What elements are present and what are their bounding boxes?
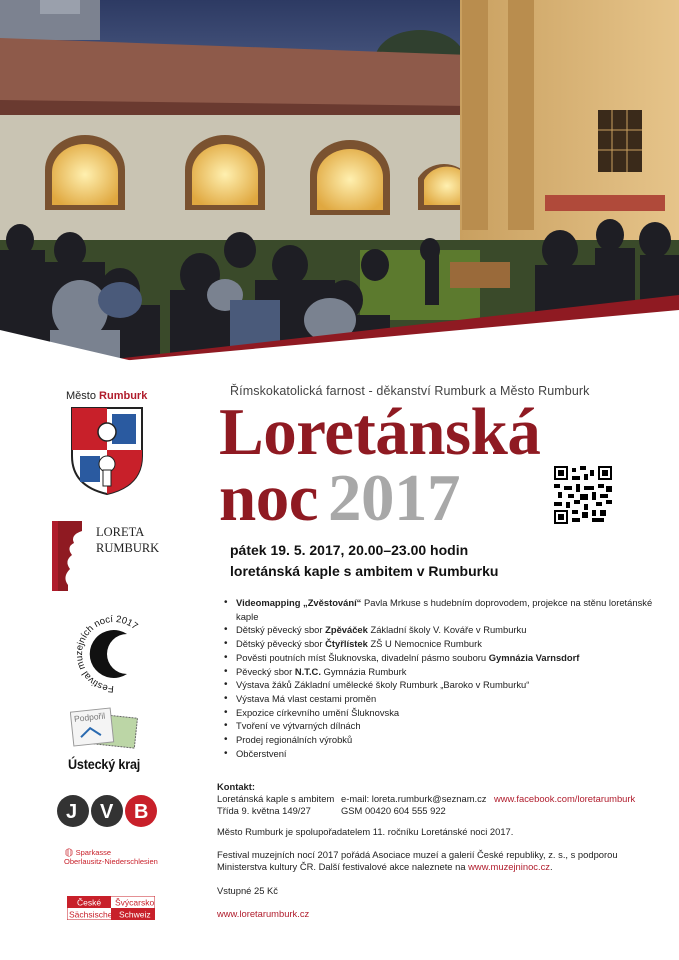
program-item-bold: N.T.C. <box>294 665 321 677</box>
header-photo <box>0 0 679 372</box>
program-list <box>222 596 662 760</box>
program-item-before: Pěvecký sbor <box>236 665 295 677</box>
mesto-rumburk-label <box>66 390 147 402</box>
program-item-before: Občerstvení <box>236 747 287 759</box>
admission-text: Vstupné 25 Kč <box>217 885 278 896</box>
sparkasse-line1: Sparkasse <box>75 848 112 857</box>
svycarsko-text: Švýcarsko <box>115 897 155 908</box>
qr-code-icon <box>554 466 612 524</box>
loreta-rumburk-logo-icon <box>52 521 92 591</box>
sparkasse-s-icon: 🔴︎ <box>64 848 74 857</box>
program-item <box>222 733 662 747</box>
mesto-prefix: Město <box>66 390 96 402</box>
loreta-rumburk-text <box>96 524 159 556</box>
ceske-text: České <box>77 897 102 908</box>
title-line1: Loretánská <box>219 395 541 469</box>
program-item-before: Pověsti poutních míst Šluknovska, divadelní pásmo souboru <box>236 651 489 663</box>
jvb-logo <box>56 794 158 828</box>
title-line2 <box>219 460 460 537</box>
festival-note-period: . <box>549 861 553 872</box>
cofounder-note: Město Rumburk je spolupořadatelem 11. ročníku Loretánské noci 2017. <box>217 826 514 837</box>
program-item-after: Základní školy V. Kováře v Rumburku <box>367 624 527 636</box>
program-item-before: Expozice církevního umění Šluknovska <box>236 706 400 718</box>
sachsische-text: Sächsische <box>69 909 113 920</box>
title-year: 2017 <box>328 461 460 535</box>
mesto-name: Rumburk <box>99 390 148 402</box>
program-item-bold: Čtyřlístek <box>325 638 368 650</box>
program-item-before: Výstava Má vlast cestami proměn <box>236 692 377 704</box>
program-item-before: Prodej regionálních výrobků <box>236 734 353 746</box>
sparkasse-line2: Oberlausitz-Niederschlesien <box>64 857 158 866</box>
contact-phone: GSM 00420 604 555 922 <box>341 805 446 816</box>
program-item-before: Dětský pěvecký sbor <box>236 624 326 636</box>
date-line: pátek 19. 5. 2017, 20.00–23.00 hodin <box>230 542 469 558</box>
program-item-bold: Zpěváček <box>325 624 368 636</box>
podporil-text: Podpořil <box>73 710 106 724</box>
ceske-svycarsko-logo <box>67 896 155 920</box>
main-content <box>200 372 679 960</box>
contact-label: Kontakt: <box>217 781 256 792</box>
festival-muzejnich-noci-logo <box>72 612 156 696</box>
contact-address-line1: Loretánská kaple s ambitem <box>217 793 335 804</box>
loreta-line1: LORETA <box>96 525 145 539</box>
program-item <box>222 719 662 733</box>
program-item-after: Pavla Mrkuse s hudebním doprovodem, projekce na stěnu loretánské kaple <box>236 597 653 622</box>
program-item <box>222 692 662 706</box>
rumburk-crest-icon <box>68 404 146 496</box>
website-link[interactable]: www.loretarumburk.cz <box>217 908 310 919</box>
partner-logos <box>0 372 190 960</box>
program-item <box>222 623 662 637</box>
festival-ring-text: Festival muzejních nocí 2017 <box>73 613 140 695</box>
program-item-bold: Videomapping „Zvěstování“ <box>236 597 362 608</box>
organizer-line: Římskokatolická farnost - děkanství Rumburk a Město Rumburk <box>230 384 590 398</box>
podporil-stamp-icon <box>70 706 142 752</box>
program-item <box>222 678 662 692</box>
program-item-after: ZŠ U Nemocnice Rumburk <box>367 638 482 650</box>
program-item <box>222 747 662 761</box>
festival-note-line2 <box>217 861 553 873</box>
program-item-before: Tvoření ve výtvarných dílnách <box>236 720 361 732</box>
svg-text:B: B <box>134 801 149 823</box>
svg-text:V: V <box>100 801 114 823</box>
sparkasse-logo <box>64 848 158 866</box>
title-noc: noc <box>219 461 318 535</box>
program-item-bold: Gymnázia Varnsdorf <box>488 651 580 663</box>
schweiz-text: Schweiz <box>119 909 151 920</box>
festival-note-line1: Festival muzejních nocí 2017 pořádá Asociace muzeí a galerií České republiky, z. s., s podporou <box>217 849 618 860</box>
program-item-before: Výstava žáků Základní umělecké školy Rumburk „Baroko v Rumburku“ <box>236 679 530 691</box>
program-item <box>222 665 662 679</box>
contact-address-line2: Třída 9. května 149/27 <box>217 805 311 816</box>
facebook-link[interactable]: www.facebook.com/loretarumburk <box>494 793 636 804</box>
program-item <box>222 637 662 651</box>
program-item-before: Dětský pěvecký sbor <box>236 638 326 650</box>
program-item <box>222 596 662 623</box>
muzejninoc-link[interactable]: www.muzejninoc.cz <box>468 861 550 872</box>
place-line: loretánská kaple s ambitem v Rumburku <box>230 563 499 579</box>
contact-email[interactable]: e-mail: loreta.rumburk@seznam.cz <box>341 793 487 804</box>
festival-note-text: Ministerstva kultury ČR. Další festivalové akce naleznete na <box>217 861 466 872</box>
program-item <box>222 651 662 665</box>
ustecky-kraj-logo: Ústecký kraj <box>68 756 141 772</box>
loreta-line2: RUMBURK <box>96 541 160 555</box>
event-datetime <box>230 540 498 582</box>
svg-text:J: J <box>66 801 78 823</box>
program-item-after: Gymnázia Rumburk <box>320 665 407 677</box>
program-item <box>222 706 662 720</box>
